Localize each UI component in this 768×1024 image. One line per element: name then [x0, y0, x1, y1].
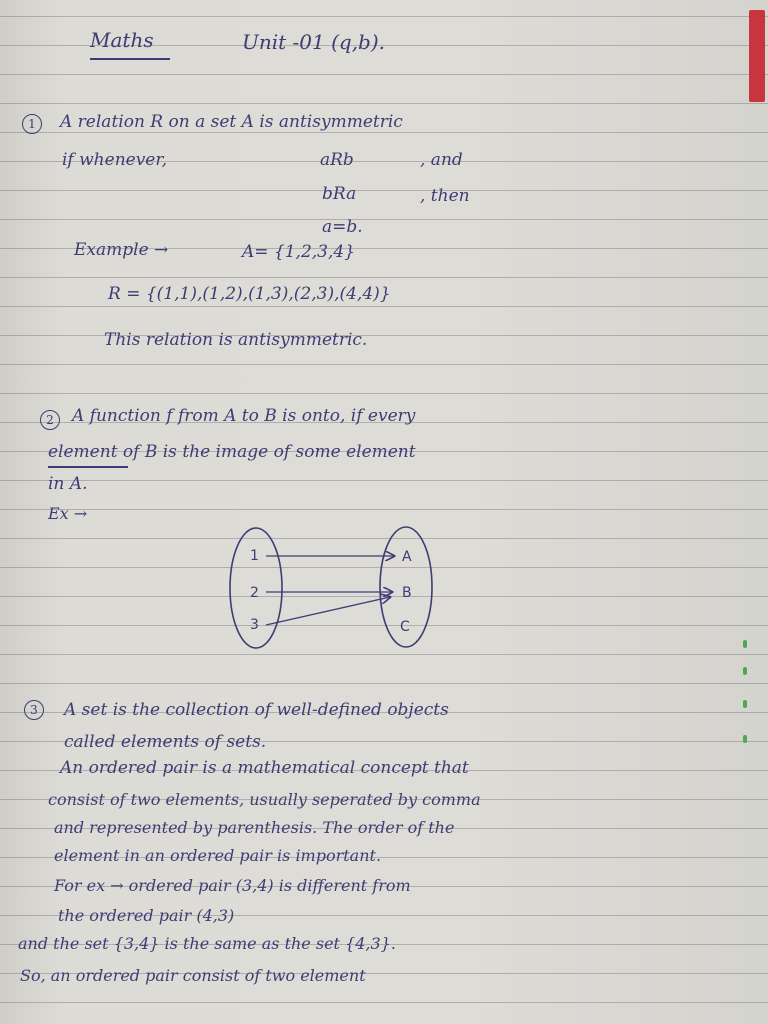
margin-dot: [743, 667, 747, 675]
q1-line1: A relation R on a set A is antisymmetric: [60, 112, 403, 132]
codomain-element-a: A: [402, 549, 412, 565]
q1-line4: a=b.: [322, 217, 363, 237]
subject-title: Maths: [90, 28, 154, 52]
q1-line2c: , and: [420, 150, 463, 170]
codomain-element-c: C: [400, 619, 410, 635]
arrow-3-to-b: [266, 597, 390, 625]
q3-line2: called elements of sets.: [64, 732, 267, 752]
q3-line5: and represented by parenthesis. The order of the: [54, 818, 455, 837]
q1-relation: R = {(1,1),(1,2),(1,3),(2,3),(4,4)}: [108, 284, 391, 304]
q1-set-a: A= {1,2,3,4}: [242, 242, 356, 262]
q3-line3: An ordered pair is a mathematical concept that: [60, 758, 469, 778]
margin-tab: [749, 10, 765, 102]
q1-line2a: if whenever,: [62, 150, 168, 170]
q3-line9: and the set {3,4} is the same as the set {4,3}.: [18, 934, 396, 953]
q3-line7: For ex → ordered pair (3,4) is different from: [54, 876, 411, 895]
codomain-element-b: B: [402, 585, 412, 601]
q3-line10: So, an ordered pair consist of two element: [20, 966, 366, 985]
question-number-3: 3: [24, 700, 44, 720]
subject-underline: [90, 58, 170, 60]
q2-ex: Ex →: [48, 504, 88, 523]
unit-title: Unit -01 (q,b).: [242, 30, 386, 54]
q2-line3: in A.: [48, 474, 88, 494]
margin-dot: [743, 735, 747, 743]
domain-element-2: 2: [250, 585, 259, 601]
q1-line3a: bRa: [322, 184, 357, 204]
domain-element-1: 1: [250, 548, 259, 564]
q1-conclusion: This relation is antisymmetric.: [104, 330, 368, 350]
margin-dot: [743, 640, 747, 648]
onto-mapping-diagram: [224, 525, 444, 655]
q1-line2b: aRb: [320, 150, 354, 170]
question-number-2: 2: [40, 410, 60, 430]
q2-line1: A function f from A to B is onto, if every: [72, 406, 416, 426]
q3-line1: A set is the collection of well-defined objects: [64, 700, 449, 720]
q3-line8: the ordered pair (4,3): [58, 906, 235, 925]
q1-example: Example →: [74, 240, 169, 260]
q2-underline: [48, 466, 128, 468]
q3-line4: consist of two elements, usually seperated by comma: [48, 790, 481, 809]
q2-line2: element of B is the image of some element: [48, 442, 416, 462]
domain-element-3: 3: [250, 617, 259, 633]
question-number-1: 1: [22, 114, 42, 134]
q3-line6: element in an ordered pair is important.: [54, 846, 382, 865]
margin-dot: [743, 700, 747, 708]
q1-line3b: , then: [420, 186, 470, 206]
